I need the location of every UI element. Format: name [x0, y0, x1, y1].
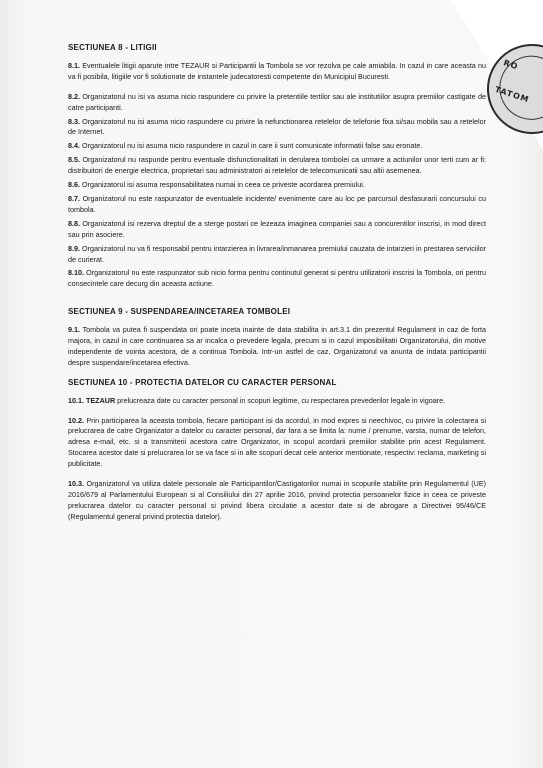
paragraph-10-1: [68, 396, 486, 407]
paragraph-8-1: [68, 61, 486, 83]
paragraph-text: Eventualele litigii aparute intre TEZAUR si Participantii la Tombola se vor rezolva pe cale amiabila. In cazul in care aceasta nu va fi posibila, litigiile vor fi solutionate de instantele judecatoresti competente din Municipiul Bucuresti.: [68, 60, 487, 81]
paragraph-text: Prin participarea la aceasta tombola, fiecare participant isi da acordul, in mod expres si neechivoc, cu privire la colectarea si prelucrarea de catre Organizator a datelor cu caracter personal, dar fara a se limita la: nume / prenume, varsta, numar de telefon, adresa e-mail, etc. si a transmiterii acestora catre Organizator, in scopul acordarii premiilor stabilite prin acest Regulament. Stocarea acestor date si prelucrarea lor se va face si in alte scopuri decat cele anterior mentionate, respectiv: reclama, marketing si publicitate.: [68, 415, 486, 469]
paragraph-number: 8.9.: [68, 243, 80, 253]
paragraph-number: 8.5.: [68, 155, 80, 165]
paragraph-8-3: [68, 117, 486, 139]
paragraph-text: Organizatorul va utiliza datele personale ale Participantilor/Castigatorilor numai in scopurile stabilite prin Regulamentul (UE) 2016/679 al Parlamentului European si al Consiliului din 27 aprilie 2016, privind protectia persoanelor fizice in ceea ce priveste prelucrarea datelor cu caracter personal si privind libera circulatie a acestor date si de abrogare a Directivei 95/46/CE (Regulamentul general privind protectia datelor).: [68, 479, 487, 521]
section-10-title: SECTIUNEA 10 - PROTECTIA DATELOR CU CARACTER PERSONAL: [68, 377, 337, 387]
paragraph-number: 8.10.: [68, 268, 84, 278]
paragraph-number: 8.8.: [68, 218, 80, 228]
document-content: [68, 43, 486, 526]
paragraph-text: Organizatorul isi rezerva dreptul de a sterge postari ce lezeaza imaginea companiei sau a concurentilor inscrisi, in mod direct sau prin asociere.: [68, 218, 486, 239]
paragraph-text: Organizatorul isi asuma responsabilitatea numai in ceea ce priveste acordarea premiului.: [82, 180, 365, 190]
paragraph-10-2: [68, 416, 486, 471]
paragraph-number: 9.1.: [68, 325, 80, 335]
paragraph-number: 8.4.: [68, 141, 80, 151]
paragraph-8-2: [68, 92, 486, 114]
paragraph-text: Organizatorul nu este raspunzator de eventualele incidente/ evenimente care au loc pe parcursul desfasurarii concursului cu tombola.: [68, 193, 487, 214]
paragraph-text: Organizatorul nu isi asuma nicio raspundere in cazul in care ii sunt comunicate informatii false sau eronate.: [82, 141, 423, 151]
stamp-text: RO: [502, 58, 520, 72]
paragraph-text: Organizatorul nu isi va asuma nicio raspundere cu privire la pretentiile tertilor sau ale institutiilor asupra premiilor castigate de catre participanti.: [68, 91, 487, 112]
paragraph-number: 10.1.: [68, 395, 84, 405]
paragraph-number: 8.2.: [68, 91, 80, 101]
section-8-title: SECTIUNEA 8 - LITIGII: [68, 43, 157, 52]
paragraph-text: Organizatorul nu este raspunzator sub nicio forma pentru continutul generat si pentru utilizatorii inscrisi la Tombola, ori pentru consecintele care decurg din aceasta actiune.: [68, 268, 487, 289]
paragraph-text: Organizatorul nu raspunde pentru eventuale disfunctionalitati in derularea tombolei ca urmare a actiunilor unor terti cum ar fi: distribuitori de energie electrica, proprietari sau administratori ai retelelor de telecomunicatii sau altii asemenea.: [68, 155, 486, 176]
paragraph-8-7: [68, 194, 486, 216]
paragraph-text: prelucreaza date cu caracter personal in scopuri legitime, cu respectarea prevederilor legale in vigoare.: [117, 395, 446, 405]
paragraph-number: 8.7.: [68, 193, 80, 203]
paragraph-10-3: [68, 479, 486, 523]
paragraph-text: Tombola va putea fi suspendata ori poate inceta inainte de data stabilita in art.3.1 din prezentul Regulament in caz de forta majora, in cazul in care continuarea sa ar incalca o prevedere legala, precum si in cazul imposibilitatii Organizatorului, din motive independente de vointa acestora, de a continua Tombola. Intr-un astfel de caz, Organizatorul va anunta de indata participantii despre suspendare/incetarea efectiva.: [68, 325, 487, 367]
paragraph-8-8: [68, 219, 486, 241]
section-8-body: [68, 61, 486, 290]
paragraph-9-1: [68, 325, 486, 369]
paragraph-number: 10.3.: [68, 479, 84, 489]
paragraph-8-4: [68, 141, 486, 152]
paragraph-8-10: [68, 268, 486, 290]
paragraph-number: 8.1.: [68, 60, 80, 70]
paragraph-number: 10.2.: [68, 415, 84, 425]
paragraph-number: 8.6.: [68, 180, 80, 190]
stamp-text-lower: TATOM: [493, 84, 531, 105]
section-9-title: SECTIUNEA 9 - SUSPENDAREA/INCETAREA TOMBOLEI: [68, 307, 291, 317]
paragraph-8-5: [68, 155, 486, 177]
paragraph-8-9: [68, 244, 486, 266]
company-name: TEZAUR: [86, 395, 116, 405]
paragraph-text: Organizatorul nu va fi responsabil pentru intarzierea in livrarea/inmanarea premiului cauzata de intarzieri in prestarea serviciilor de curierat.: [68, 243, 486, 264]
paragraph-number: 8.3.: [68, 116, 80, 126]
paragraph-8-6: [68, 180, 486, 191]
paragraph-text: Organizatorul nu isi asuma nicio raspundere cu privire la nefunctionarea retelelor de telefonie fixa si/sau mobila sau a retelelor de Internet.: [68, 116, 486, 137]
